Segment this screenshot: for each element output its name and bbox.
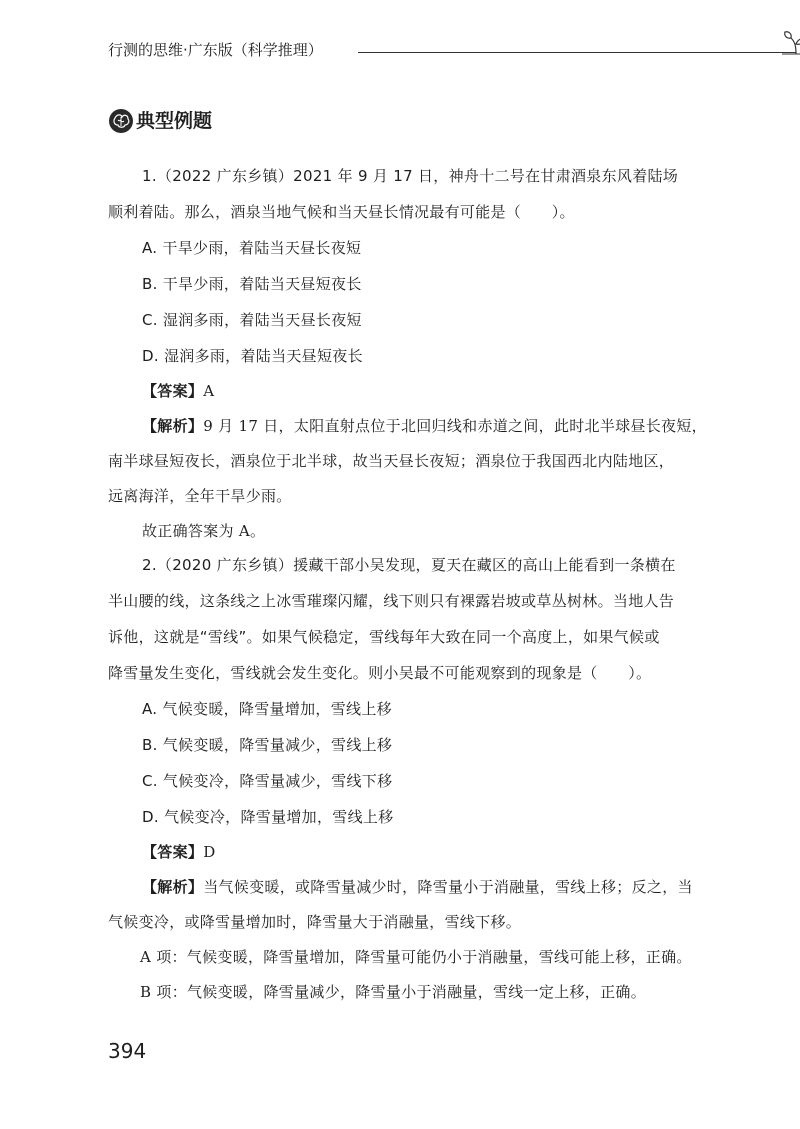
q2-answer [142, 840, 216, 864]
q1-analysis-line-3: 远离海洋，全年干旱少雨。 [108, 487, 292, 505]
q1-stem-line-1: 1.（2022 广东乡镇）2021 年 9 月 17 日，神舟十二号在甘肃酒泉东风着陆场 [142, 167, 679, 185]
q2-option-d: D. 气候变冷，降雪量增加，雪线上移 [142, 808, 394, 826]
q2-analysis-line-2: 气候变冷，或降雪量增加时，降雪量大于消融量，雪线下移。 [108, 913, 522, 931]
section-title: 典型例题 [136, 110, 213, 132]
page-number: 394 [108, 1039, 147, 1063]
q1-option-d: D. 湿润多雨，着陆当天昼短夜长 [142, 347, 363, 365]
q1-stem-line-2: 顺利着陆。那么，酒泉当地气候和当天昼长情况最有可能是（ ）。 [108, 203, 575, 221]
q2-answer-label: 【答案】 [142, 843, 204, 861]
q2-option-c: C. 气候变冷，降雪量减少，雪线下移 [142, 772, 393, 790]
running-header [108, 38, 708, 68]
q2-analysis-text-1: 当气候变暖，或降雪量减少时，降雪量小于消融量，雪线上移；反之，当 [203, 878, 693, 896]
q2-option-b: B. 气候变暖，降雪量减少，雪线上移 [142, 736, 393, 754]
q1-answer [142, 379, 214, 403]
q2-answer-value: D [203, 843, 216, 861]
q1-analysis-text-1: 9 月 17 日，太阳直射点位于北回归线和赤道之间，此时北半球昼长夜短， [203, 417, 707, 435]
brain-icon [108, 108, 134, 134]
q2-analysis-line-1 [142, 875, 693, 899]
q2-item-b: B 项：气候变暖，降雪量减少，降雪量小于消融量，雪线一定上移，正确。 [140, 983, 646, 1001]
q1-answer-value: A [203, 382, 215, 400]
q2-option-a: A. 气候变暖，降雪量增加，雪线上移 [142, 700, 392, 718]
q2-analysis-label: 【解析】 [142, 878, 204, 896]
q1-analysis-line-2: 南半球昼短夜长，酒泉位于北半球，故当天昼长夜短；酒泉位于我国西北内陆地区， [108, 452, 675, 470]
q1-analysis-label: 【解析】 [142, 417, 204, 435]
header-rule [358, 52, 796, 53]
header-title: 行测的思维·广东版（科学推理） [108, 41, 323, 59]
q1-conclusion: 故正确答案为 A。 [142, 522, 266, 540]
q1-option-a: A. 干旱少雨，着陆当天昼长夜短 [142, 239, 362, 257]
q1-option-c: C. 湿润多雨，着陆当天昼长夜短 [142, 311, 362, 329]
q2-stem-line-4: 降雪量发生变化，雪线就会发生变化。则小吴最不可能观察到的现象是（ ）。 [108, 664, 652, 682]
q1-analysis-line-1 [142, 414, 707, 438]
sprout-icon [782, 30, 800, 56]
q1-answer-label: 【答案】 [142, 382, 204, 400]
q2-stem-line-1: 2.（2020 广东乡镇）援藏干部小吴发现，夏天在藏区的高山上能看到一条横在 [142, 556, 676, 574]
q2-stem-line-3: 诉他，这就是“雪线”。如果气候稳定，雪线每年大致在同一个高度上，如果气候或 [108, 628, 660, 646]
q2-stem-line-2: 半山腰的线，这条线之上冰雪璀璨闪耀，线下则只有裸露岩坡或草丛树林。当地人告 [108, 592, 675, 610]
q2-item-a: A 项：气候变暖，降雪量增加，降雪量可能仍小于消融量，雪线可能上移，正确。 [140, 948, 692, 966]
q1-option-b: B. 干旱少雨，着陆当天昼短夜长 [142, 275, 362, 293]
